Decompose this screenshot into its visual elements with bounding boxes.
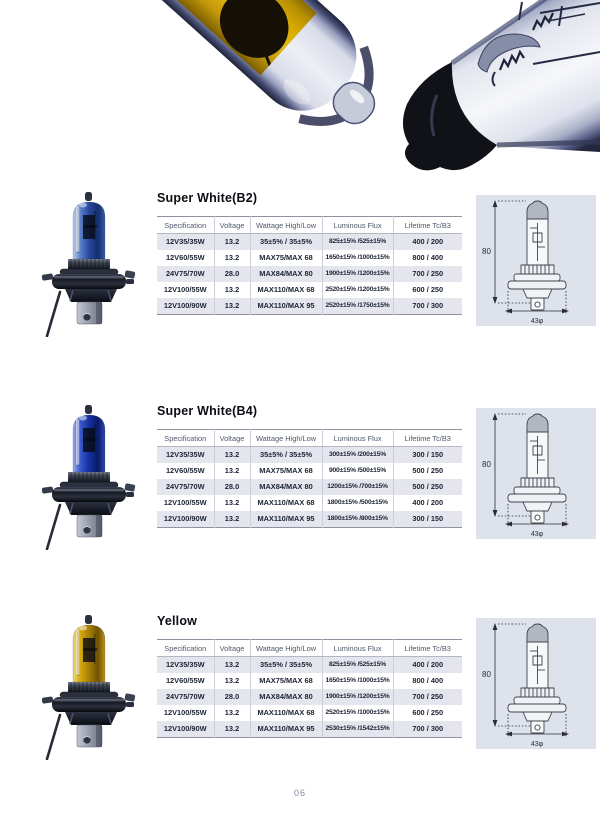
height-dimension-label: 80 xyxy=(482,460,491,469)
section-title: Super White(B4) xyxy=(157,404,258,418)
column-header: Wattage High/Low xyxy=(250,430,322,447)
column-header: Specification xyxy=(157,217,214,234)
table-cell: 1900±15% /1200±15% xyxy=(322,266,393,282)
table-cell: MAX110/MAX 95 xyxy=(250,298,322,315)
table-header-row xyxy=(157,430,462,447)
table-cell: 28.0 xyxy=(214,479,250,495)
table-row xyxy=(157,689,462,705)
table-cell: MAX75/MAX 68 xyxy=(250,673,322,689)
dimension-drawing xyxy=(476,408,596,539)
table-cell: 12V60/55W xyxy=(165,253,205,263)
column-header: Lifetime Tc/B3 xyxy=(393,217,462,234)
table-row xyxy=(157,705,462,721)
column-header: Lifetime Tc/B3 xyxy=(393,430,462,447)
table-row xyxy=(157,298,462,315)
table-cell: 12V35/35W xyxy=(157,447,214,464)
table-cell: 13.2 xyxy=(214,495,250,511)
bulb-photo xyxy=(40,191,137,337)
column-header: Wattage High/Low xyxy=(250,640,322,657)
table-cell: MAX110/MAX 68 xyxy=(250,705,322,721)
table-cell: 24V75/70W xyxy=(157,266,214,282)
table-row xyxy=(157,511,462,528)
product-section-superwhite-b4 xyxy=(0,406,600,571)
table-cell: MAX110/MAX 95 xyxy=(250,721,322,738)
table-cell: 300 / 150 xyxy=(393,511,462,528)
table-cell: MAX84/MAX 80 xyxy=(250,479,322,495)
product-section-superwhite-b2 xyxy=(0,193,600,358)
table-cell: MAX110/MAX 68 xyxy=(250,495,322,511)
table-cell: 12V100/90W xyxy=(157,721,214,738)
table-cell: 35±5% / 35±5% xyxy=(250,234,322,251)
table-cell: 500 / 250 xyxy=(393,479,462,495)
column-header: Specification xyxy=(157,430,214,447)
table-cell: 12V100/55W xyxy=(163,708,207,718)
h4-bulb-art xyxy=(42,405,136,549)
table-cell: 13.2 xyxy=(214,250,250,266)
spec-table xyxy=(157,216,462,315)
table-cell: 12V35/35W xyxy=(157,657,214,674)
table-cell: 600 / 250 xyxy=(393,282,462,298)
table-cell: 700 / 300 xyxy=(393,298,462,315)
column-header: Wattage High/Low xyxy=(250,217,322,234)
table-cell: 13.2 xyxy=(214,447,250,464)
spec-table xyxy=(157,639,462,738)
diameter-dimension-label: 43φ xyxy=(530,318,544,325)
top-photos xyxy=(0,0,600,195)
height-dimension-label: 80 xyxy=(482,670,491,679)
table-cell: 825±15% /525±15% xyxy=(322,657,393,674)
table-cell: 24V75/70W xyxy=(157,689,214,705)
table-row xyxy=(157,447,462,464)
table-cell: 13.2 xyxy=(214,721,250,738)
table-cell: 800 / 400 xyxy=(393,250,462,266)
diameter-dimension-label: 43φ xyxy=(530,741,544,748)
table-cell: 1800±15% /500±15% xyxy=(322,495,393,511)
table-cell: 700 / 250 xyxy=(393,266,462,282)
table-row xyxy=(157,721,462,738)
height-dimension-label: 80 xyxy=(482,247,491,256)
table-cell: 1200±15% /700±15% xyxy=(322,479,393,495)
table-cell: MAX110/MAX 68 xyxy=(250,282,322,298)
table-row xyxy=(157,479,462,495)
table-cell: MAX84/MAX 80 xyxy=(250,689,322,705)
table-cell: 13.2 xyxy=(214,463,250,479)
table-cell: 900±15% /500±15% xyxy=(322,463,393,479)
table-cell: 28.0 xyxy=(214,266,250,282)
h4-bulb-art xyxy=(42,615,136,759)
table-cell: 12V60/55W xyxy=(165,466,205,476)
table-cell: 13.2 xyxy=(214,673,250,689)
bulb-photo xyxy=(40,614,137,760)
h4-bulb-art xyxy=(42,192,136,336)
table-cell: 1650±15% /1000±15% xyxy=(322,250,393,266)
product-section-yellow xyxy=(0,616,600,781)
table-cell: 800 / 400 xyxy=(393,673,462,689)
spec-table xyxy=(157,429,462,528)
table-cell: 13.2 xyxy=(214,282,250,298)
table-cell: 2520±15% /1200±15% xyxy=(322,282,393,298)
table-cell: 24V75/70W xyxy=(157,479,214,495)
table-cell: 13.2 xyxy=(214,705,250,721)
column-header: Voltage xyxy=(214,430,250,447)
table-cell: 12V100/90W xyxy=(157,298,214,315)
table-cell: MAX110/MAX 95 xyxy=(250,511,322,528)
table-cell: 12V100/90W xyxy=(157,511,214,528)
table-cell: MAX84/MAX 80 xyxy=(250,266,322,282)
column-header: Luminous Flux xyxy=(322,640,393,657)
section-title: Super White(B2) xyxy=(157,191,258,205)
table-cell: 13.2 xyxy=(214,234,250,251)
table-cell: 500 / 250 xyxy=(393,463,462,479)
table-cell: 1800±15% /800±15% xyxy=(322,511,393,528)
table-cell: 1650±15% /1000±15% xyxy=(322,673,393,689)
table-cell: 400 / 200 xyxy=(393,495,462,511)
dimension-drawing xyxy=(476,618,596,749)
column-header: Luminous Flux xyxy=(322,217,393,234)
table-cell: 12V35/35W xyxy=(157,234,214,251)
table-cell: 700 / 300 xyxy=(393,721,462,738)
table-cell: 2520±15% /1000±15% xyxy=(322,705,393,721)
column-header: Specification xyxy=(157,640,214,657)
table-row xyxy=(157,234,462,251)
table-cell: 35±5% / 35±5% xyxy=(250,657,322,674)
table-cell: 1900±15% /1200±15% xyxy=(322,689,393,705)
table-cell: 12V60/55W xyxy=(165,676,205,686)
page-number: 06 xyxy=(293,788,306,798)
table-cell: 2530±15% /1542±15% xyxy=(322,721,393,738)
table-cell: 825±15% /525±15% xyxy=(322,234,393,251)
table-row xyxy=(157,266,462,282)
table-cell: 300 / 150 xyxy=(393,447,462,464)
dimension-drawing xyxy=(476,195,596,326)
table-cell: 400 / 200 xyxy=(393,657,462,674)
table-cell: 13.2 xyxy=(214,298,250,315)
table-cell: 12V100/55W xyxy=(163,498,207,508)
table-cell: 2520±15% /1750±15% xyxy=(322,298,393,315)
table-row xyxy=(157,673,462,689)
table-header-row xyxy=(157,217,462,234)
clear-bulb-macro-photo xyxy=(403,0,600,170)
column-header: Voltage xyxy=(214,217,250,234)
table-cell: 300±15% /200±15% xyxy=(322,447,393,464)
table-row xyxy=(157,657,462,674)
column-header: Lifetime Tc/B3 xyxy=(393,640,462,657)
table-header-row xyxy=(157,640,462,657)
section-title: Yellow xyxy=(157,614,198,628)
table-cell: 12V100/55W xyxy=(163,285,207,295)
table-cell: 35±5% / 35±5% xyxy=(250,447,322,464)
table-row xyxy=(157,250,462,266)
yellow-bulb-macro-photo xyxy=(0,0,404,155)
table-row xyxy=(157,282,462,298)
table-cell: 28.0 xyxy=(214,689,250,705)
table-cell: 400 / 200 xyxy=(393,234,462,251)
column-header: Luminous Flux xyxy=(322,430,393,447)
table-cell: 13.2 xyxy=(214,657,250,674)
diameter-dimension-label: 43φ xyxy=(530,531,544,538)
table-cell: 700 / 250 xyxy=(393,689,462,705)
table-row xyxy=(157,463,462,479)
column-header: Voltage xyxy=(214,640,250,657)
bulb-photo xyxy=(40,404,137,550)
table-cell: MAX75/MAX 68 xyxy=(250,250,322,266)
table-cell: 600 / 250 xyxy=(393,705,462,721)
table-cell: 13.2 xyxy=(214,511,250,528)
table-cell: MAX75/MAX 68 xyxy=(250,463,322,479)
table-row xyxy=(157,495,462,511)
